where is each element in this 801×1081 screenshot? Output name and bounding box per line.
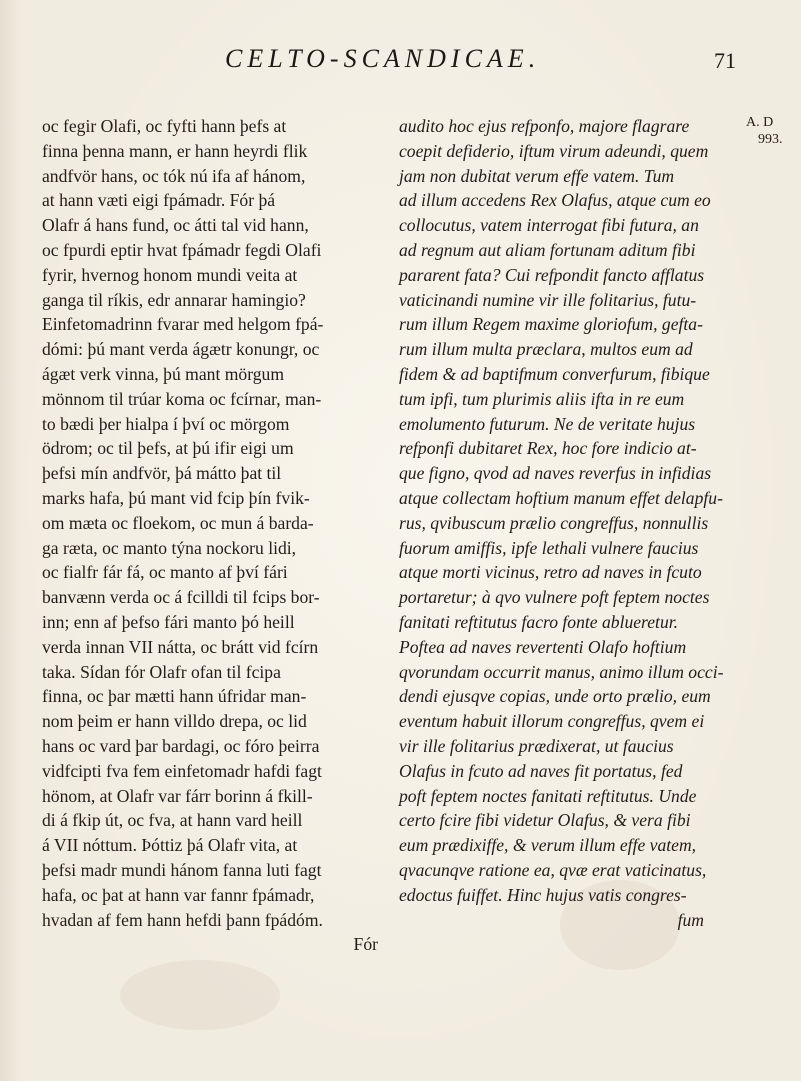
text-line: mönnom til trúar koma oc fcírnar, man- bbox=[42, 388, 322, 409]
margin-era: A. D bbox=[746, 115, 774, 130]
margin-year: 993. bbox=[758, 132, 783, 147]
text-line: rus, qvibuscum prælio congreffus, nonnullis bbox=[399, 512, 709, 533]
text-line: rum illum Regem maxime gloriofum, gefta- bbox=[399, 314, 703, 335]
paper-stain bbox=[120, 960, 280, 1030]
text-line: vidfcipti fva fem einfetomadr hafdi fagt bbox=[42, 760, 322, 781]
text-line: portaretur; à qvo vulnere poft feptem noctes bbox=[399, 587, 710, 608]
text-line: jam non dubitat verum effe vatem. Tum bbox=[399, 165, 675, 186]
text-line: fyrir, hvernog honom mundi veita at bbox=[42, 264, 298, 285]
text-line: oc fegir Olafi, oc fyfti hann þefs at bbox=[42, 116, 287, 136]
text-line: atque collectam hoftium manum effet delapfu- bbox=[399, 487, 723, 508]
page-number: 71 bbox=[714, 48, 736, 73]
text-line: Poftea ad naves revertenti Olafo hoftium bbox=[399, 636, 687, 657]
text-line: to bædi þer hialpa í því oc mörgom bbox=[42, 413, 290, 434]
text-line: Fór bbox=[353, 934, 378, 955]
text-line: dendi ejusqve copias, unde orto prælio, eum bbox=[399, 686, 711, 707]
text-line: andfvör hans, oc tók nú ifa af hánom, bbox=[42, 165, 306, 186]
text-line: marks hafa, þú mant vid fcip þín fvik- bbox=[42, 487, 310, 508]
text-line: dómi: þú mant verda ágætr konungr, oc bbox=[42, 339, 320, 360]
text-line: tum ipfi, tum plurimis aliis ifta in re eum bbox=[399, 388, 685, 409]
text-line: finna, oc þar mætti hann úfridar man- bbox=[42, 686, 307, 707]
text-line: ad illum accedens Rex Olafus, atque cum eo bbox=[399, 190, 711, 211]
text-line: hafa, oc þat at hann var fannr fpámadr, bbox=[42, 884, 315, 905]
text-line: hans oc vard þar bardagi, oc fóro þeirra bbox=[42, 735, 320, 756]
text-line: pararent fata? Cui refpondit fancto afflatus bbox=[399, 264, 705, 285]
text-line: fum bbox=[677, 909, 704, 930]
text-line: þefsi madr mundi hánom fanna luti fagt bbox=[42, 859, 322, 880]
text-line: om mæta oc floekom, oc mun á barda- bbox=[42, 512, 314, 533]
text-line: edoctus fuiffet. Hinc hujus vatis congres- bbox=[399, 884, 687, 905]
text-line: hönom, at Olafr var fárr borinn á fkill- bbox=[42, 785, 313, 806]
text-line: qvacunqve ratione ea, qvæ erat vaticinatus, bbox=[399, 859, 707, 880]
text-line: audito hoc ejus refponfo, majore flagrare bbox=[399, 116, 690, 136]
text-line: certo fcire fibi videtur Olafus, & vera fibi bbox=[399, 810, 691, 831]
text-line: verda innan VII nátta, oc brátt vid fcírn bbox=[42, 636, 319, 657]
text-line: refponfi dubitaret Rex, hoc fore indicio at- bbox=[399, 438, 697, 459]
text-line: poft feptem noctes fanitati reftitutus. Unde bbox=[399, 785, 697, 806]
text-line: fuorum amiffis, ipfe lethali vulnere faucius bbox=[399, 537, 699, 558]
text-line: di á fkip út, oc fva, at hann vard heill bbox=[42, 810, 303, 831]
text-line: ad regnum aut aliam fortunam aditum fibi bbox=[399, 239, 696, 260]
old-norse-column bbox=[42, 114, 382, 957]
text-line: collocutus, vatem interrogat fibi futura, an bbox=[399, 215, 699, 236]
text-line: fanitati reftitutus facro fonte ablueretur. bbox=[399, 611, 679, 632]
text-line: finna þenna mann, er hann heyrdi flik bbox=[42, 140, 308, 161]
text-line: nom þeim er hann villdo drepa, oc lid bbox=[42, 711, 307, 732]
text-line: que figno, qvod ad naves reverfus in infidias bbox=[399, 463, 712, 484]
text-line: emolumento futurum. Ne de veritate hujus bbox=[399, 413, 696, 434]
text-line: banvænn verda oc á fcilldi til fcips bor- bbox=[42, 587, 320, 608]
text-line: ödrom; oc til þefs, at þú ifir eigi um bbox=[42, 438, 294, 459]
text-line: atque morti vicinus, retro ad naves in fcuto bbox=[399, 562, 702, 583]
text-line: oc fialfr fár fá, oc manto af því fári bbox=[42, 562, 288, 583]
text-line: ágæt verk vinna, þú mant mörgum bbox=[42, 363, 285, 384]
latin-translation-column bbox=[399, 114, 734, 932]
running-head: CELTO-SCANDICAE. bbox=[225, 44, 541, 73]
text-line: á VII nóttum. Þóttiz þá Olafr vita, at bbox=[42, 835, 298, 856]
text-line: vir ille folitarius prædixerat, ut faucius bbox=[399, 735, 674, 756]
text-line: inn; enn af þefso fári manto þó heill bbox=[42, 611, 295, 632]
text-line: þefsi mín andfvör, þá mátto þat til bbox=[42, 463, 282, 484]
text-line: hvadan af fem hann hefdi þann fpádóm. bbox=[42, 909, 323, 930]
text-line: ga ræta, oc manto týna nockoru lidi, bbox=[42, 537, 297, 558]
text-line: coepit defiderio, iftum virum adeundi, quem bbox=[399, 140, 709, 161]
text-line: oc fpurdi eptir hvat fpámadr fegdi Olafi bbox=[42, 239, 322, 260]
text-line: fidem & ad baptifmum converfurum, fibique bbox=[399, 363, 710, 384]
text-line: eum prædixiffe, & verum illum effe vatem, bbox=[399, 835, 697, 856]
text-line: ganga til ríkis, edr annarar hamingio? bbox=[42, 289, 306, 310]
text-line: Einfetomadrinn fvarar med helgom fpá- bbox=[42, 314, 324, 335]
text-line: vaticinandi numine vir ille folitarius, futu- bbox=[399, 289, 697, 310]
text-line: rum illum multa præclara, multos eum ad bbox=[399, 339, 693, 360]
text-line: taka. Sídan fór Olafr ofan til fcipa bbox=[42, 661, 281, 682]
text-line: eventum habuit illorum congreffus, qvem ei bbox=[399, 711, 705, 732]
text-line: qvorundam occurrit manus, animo illum occi- bbox=[399, 661, 724, 682]
margin-date-note bbox=[746, 114, 790, 148]
text-line: Olafus in fcuto ad naves fit portatus, fed bbox=[399, 760, 683, 781]
text-line: Olafr á hans fund, oc átti tal vid hann, bbox=[42, 215, 309, 236]
text-line: at hann væti eigi fpámadr. Fór þá bbox=[42, 190, 276, 211]
